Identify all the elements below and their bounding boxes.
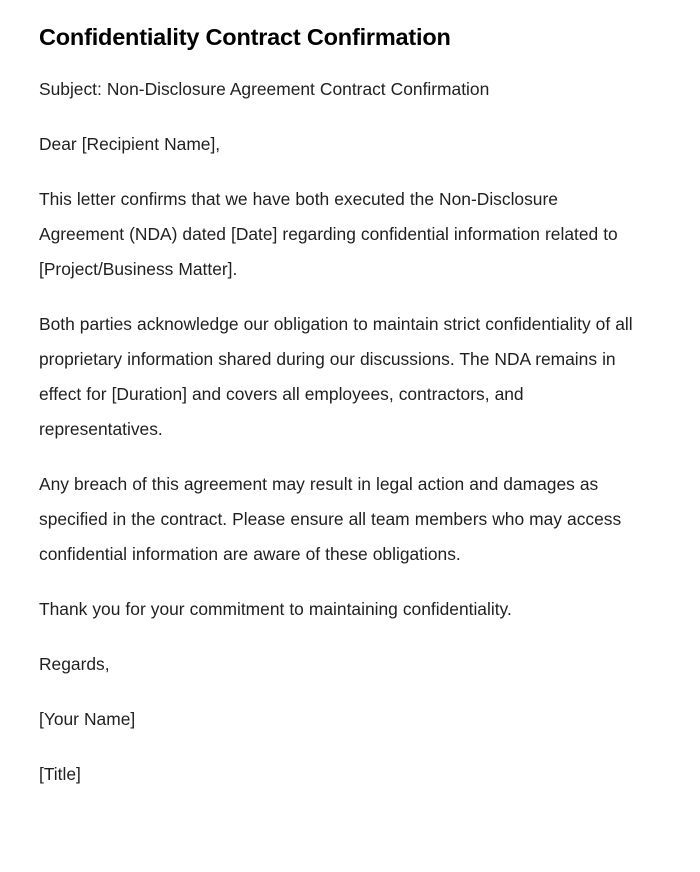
sign-off: Regards, <box>39 654 110 675</box>
closing-thanks: Thank you for your commitment to maintaining confidentiality. <box>39 599 512 620</box>
signature-title: [Title] <box>39 764 81 785</box>
salutation: Dear [Recipient Name], <box>39 134 221 155</box>
page-title: Confidentiality Contract Confirmation <box>39 24 451 50</box>
body-paragraph-3: Any breach of this agreement may result in legal action and damages as specified in the contract. Please ensure all team members who may access confidential information are aware of these obligations. <box>39 474 622 565</box>
body-paragraph-2: Both parties acknowledge our obligation to maintain strict confidentiality of all proprietary information shared during our discussions. The NDA remains in effect for [Duration] and covers all employees, contractors, and representatives. <box>39 314 633 440</box>
subject-line: Subject: Non-Disclosure Agreement Contract Confirmation <box>39 79 490 100</box>
signature-name: [Your Name] <box>39 709 136 730</box>
body-paragraph-1: This letter confirms that we have both executed the Non-Disclosure Agreement (NDA) dated [Date] regarding confidential information related to [Project/Business Matter]. <box>39 189 618 280</box>
